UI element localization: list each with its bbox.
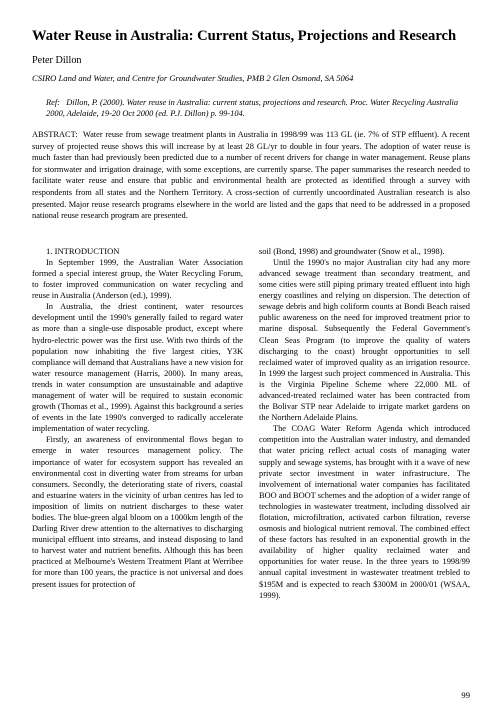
right-column	[259, 246, 470, 601]
author-affiliation: CSIRO Land and Water, and Centre for Groundwater Studies, PMB 2 Glen Osmond, SA 5064	[32, 73, 354, 83]
reference-text: Dillon, P. (2000). Water reuse in Australia: current status, projections and research. Proc. Water Recycling Australia 2000, Adelaide, 19-20 Oct 2000 (ed. P.J. Dillon) p. 99-104.	[46, 98, 459, 118]
paragraph: Firstly, an awareness of environmental flows began to emerge in water resources management policy. The importance of water for ecosystem support has revealed an environmental cost in diverting water from streams for urban consumers. Secondly, the deteriorating state of rivers, coastal and estuarine waters in the vicinity of urban centres has led to imposition of limits on nutrient discharges to these water bodies. The blue-green algal bloom on a 1000km length of the Darling River drew attention to the alternatives to discharging municipal effluent into streams, and instead disposing to land to harvest water and nutrient benefits. Although this has been practiced at Melbourne's Western Treatment Plant at Werribee for more than 100 years, the practice is not universal and does present issues for protection of	[32, 435, 243, 589]
abstract-text: Water reuse from sewage treatment plants in Australia in 1998/99 was 113 GL (ie. 7% of STP effluent). A recent survey of projected reuse shows this will increase by at least 28 GL/yr to double in four years. The adoption of water reuse is much faster than had previously been predicted due to a number of recent drivers for change in water management. Reuse plans for stormwater and irrigation drainage, with some exceptions, are currently sparse. The paper summarises the research needed to facilitate water reuse and ensure that public and environmental health are protected as identified through a survey with respondents from all states and the Northern Territory. A cross-section of currently uncoordinated Australian research is also presented. Major reuse research programs elsewhere in the world are listed and the gaps that need to be addressed in a proposed national reuse research program are presented.	[32, 130, 470, 221]
paragraph: Until the 1990's no major Australian city had any more advanced sewage treatment than secondary treatment, and some cities were still piping primary treated effluent into high energy coastlines and relying on dispersion. The detection of sewage debris and high coliform counts at Bondi Beach raised public awareness on the need for improved treatment prior to marine disposal. Subsequently the Federal Government's Clean Seas Program (to improve the quality of waters discharging to the coast) brought opportunities to sell reclaimed water of improved quality as an irrigation resource. In 1999 the largest such project commenced in Australia. This is the Virginia Pipeline Scheme where 22,000 ML of advanced-treated reclaimed water has been contracted from the Bolivar STP near Adelaide to irrigate market gardens on the Northern Adelaide Plains.	[259, 257, 470, 423]
citation-reference	[32, 97, 470, 119]
paper-title: Water Reuse in Australia: Current Status, Projections and Research	[32, 28, 457, 44]
body-columns	[32, 246, 470, 601]
paragraph: The COAG Water Reform Agenda which introduced competition into the Australian water industry, and demanded that water pricing reflect actual costs of managing water supply and sewage systems, has brought with it a wave of new private sector investment in water infrastructure. The involvement of international water companies has facilitated BOO and BOOT schemes and the adoption of a wider range of technologies in wastewater treatment, including dissolved air flotation, microfiltration, activated carbon filtration, reverse osmosis and biological nutrient removal. The combined effect of these factors has resulted in an exponential growth in the availability of higher quality reclaimed water and opportunities for water reuse. In the three years to 1998/99 annual capital investment in wastewater treatment trebled to $195M and is expected to reach $300M in 2000/01 (WSAA, 1999).	[259, 424, 470, 600]
left-column	[32, 246, 243, 601]
paragraph: In September 1999, the Australian Water Association formed a special interest group, the Water Recycling Forum, to foster improved communication on water recycling and reuse in Australia (Anderson (ed.), 1999).	[32, 257, 243, 301]
paragraph: In Australia, the driest continent, water resources development until the 1990's generally failed to regard water as more than a single-use disposable product, except where hydro-electric power was the first use. With two thirds of the population now inhabiting the five largest cities, Y3K compliance will demand that Australians have a new vision for water resource management (Harris, 2000). In many areas, trends in water consumption are unsustainable and adaptive management of water will be required to sustain economic growth (Thomas et al., 1999). Against this background a series of events in the late 1990's converged to radically accelerate implementation of water recycling.	[32, 302, 243, 434]
abstract-label: ABSTRACT:	[32, 130, 78, 139]
section-heading: 1. INTRODUCTION	[46, 245, 120, 256]
abstract	[32, 129, 470, 222]
page-number: 99	[461, 690, 470, 700]
reference-label: Ref:	[46, 98, 60, 107]
author-name: Peter Dillon	[32, 55, 82, 66]
paragraph: soil (Bond, 1998) and groundwater (Snow et al., 1998).	[259, 246, 445, 256]
